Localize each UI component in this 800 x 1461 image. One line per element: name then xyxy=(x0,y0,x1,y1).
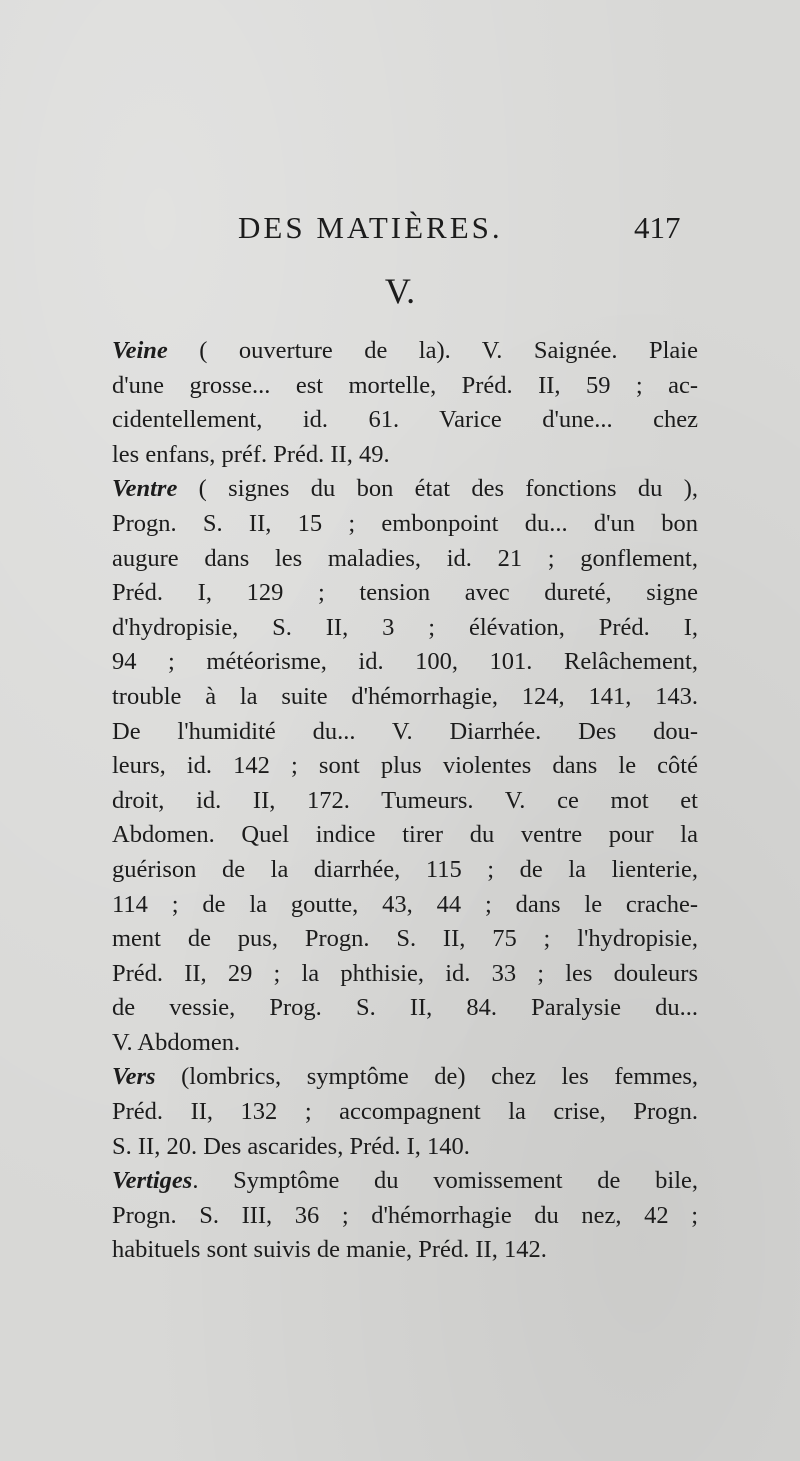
entry-line: 114 ; de la goutte, 43, 44 ; dans le crache- xyxy=(112,890,698,918)
entry-line xyxy=(112,1164,698,1199)
running-head xyxy=(0,210,800,250)
entry-line: Abdomen. Quel indice tirer du ventre pour la xyxy=(112,821,698,849)
entry-line: S. II, 20. Des ascarides, Préd. I, 140. xyxy=(112,1132,470,1160)
index-entry-veine xyxy=(112,334,698,472)
entry-headword: Vers xyxy=(112,1063,156,1091)
entry-text: . Symptôme du vomissement de bile, xyxy=(192,1167,698,1195)
running-title: DES MATIÈRES. xyxy=(238,210,503,245)
entry-line: cidentellement, id. 61. Varice d'une... chez xyxy=(112,406,698,434)
entry-line: d'hydropisie, S. II, 3 ; élévation, Préd. I, xyxy=(112,613,698,641)
index-entry-ventre xyxy=(112,472,698,1060)
entry-line: augure dans les maladies, id. 21 ; gonflement, xyxy=(112,544,698,572)
entry-line: ment de pus, Progn. S. II, 75 ; l'hydropisie, xyxy=(112,925,698,953)
entry-line: Progn. S. III, 36 ; d'hémorrhagie du nez, 42 ; xyxy=(112,1201,698,1229)
entry-line: habituels sont suivis de manie, Préd. II, 142. xyxy=(112,1236,547,1264)
entry-text: ( signes du bon état des fonctions du ), xyxy=(177,475,698,503)
entry-line: droit, id. II, 172. Tumeurs. V. ce mot et xyxy=(112,786,698,814)
entry-line: d'une grosse... est mortelle, Préd. II, 59 ; ac- xyxy=(112,371,698,399)
entry-headword: Ventre xyxy=(112,475,178,503)
section-letter: V. xyxy=(384,271,416,311)
entry-headword: Vertiges xyxy=(112,1167,193,1195)
entry-text: ( ouverture de la). V. Saignée. Plaie xyxy=(167,337,698,364)
entry-line: 94 ; météorisme, id. 100, 101. Relâchement, xyxy=(112,648,698,676)
entry-line: Préd. II, 132 ; accompagnent la crise, Progn. xyxy=(112,1098,698,1126)
entry-line xyxy=(112,472,698,507)
entry-line xyxy=(112,1060,698,1095)
page-number: 417 xyxy=(634,210,681,245)
entry-line: Préd. I, 129 ; tension avec dureté, signe xyxy=(112,579,698,607)
entry-line: de vessie, Prog. S. II, 84. Paralysie du... xyxy=(112,994,698,1022)
index-entries xyxy=(112,334,698,1268)
entry-line: les enfans, préf. Préd. II, 49. xyxy=(112,440,390,468)
entry-text: (lombrics, symptôme de) chez les femmes, xyxy=(155,1063,698,1091)
entry-headword: Veine xyxy=(112,337,168,364)
entry-line xyxy=(112,334,698,369)
entry-line: Progn. S. II, 15 ; embonpoint du... d'un bon xyxy=(112,509,698,537)
entry-line: V. Abdomen. xyxy=(112,1028,241,1056)
entry-line: De l'humidité du... V. Diarrhée. Des dou- xyxy=(112,717,698,745)
entry-line: trouble à la suite d'hémorrhagie, 124, 141, 143. xyxy=(112,682,698,710)
index-entry-vertiges xyxy=(112,1164,698,1268)
entry-line: leurs, id. 142 ; sont plus violentes dans le côté xyxy=(112,752,698,780)
entry-line: guérison de la diarrhée, 115 ; de la lienterie, xyxy=(112,855,698,883)
index-entry-vers xyxy=(112,1060,698,1164)
entry-line: Préd. II, 29 ; la phthisie, id. 33 ; les douleurs xyxy=(112,959,698,987)
